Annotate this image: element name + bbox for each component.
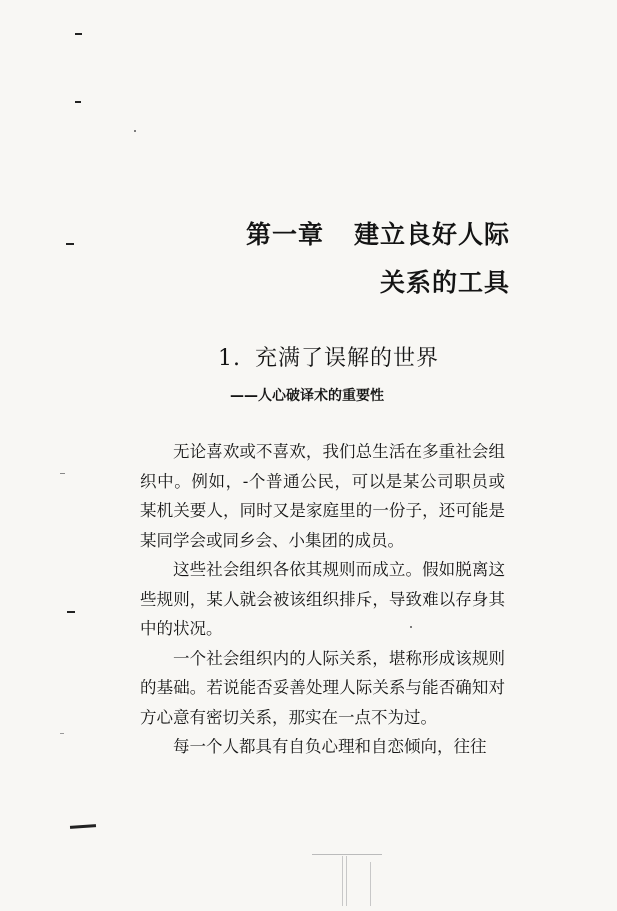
scan-speck xyxy=(134,130,136,132)
scan-mark xyxy=(70,824,96,829)
paragraph: 无论喜欢或不喜欢，我们总生活在多重社会组织中。例如，-个普通公民，可以是某公司职员或某机关要人，同时又是家庭里的一份子，还可能是某同学会或同乡会、小集团的成员。 xyxy=(140,442,505,550)
section-subtitle: ——人心破译术的重要性 xyxy=(230,388,384,404)
chapter-title-line1: 建立良好人际 xyxy=(353,220,510,249)
scan-mark xyxy=(60,473,65,474)
scan-mark xyxy=(66,243,74,245)
body-text xyxy=(140,437,505,762)
section-title: 充满了误解的世界 xyxy=(255,346,440,371)
paragraph: 这些社会组织各依其规则而成立。假如脱离这些规则，某人就会被该组织排斥，导致难以存身其中的状况。 xyxy=(140,560,505,638)
scan-mark xyxy=(75,101,81,103)
scan-mark xyxy=(60,733,64,734)
scan-mark xyxy=(75,33,82,35)
chapter-title-line2: 关系的工具 xyxy=(379,268,510,297)
paragraph: 每一个人都具有自负心理和自恋倾向，往往 xyxy=(173,737,487,756)
chapter-label: 第一章 xyxy=(245,220,324,249)
scan-artifact xyxy=(312,850,392,908)
chapter-heading xyxy=(246,222,510,247)
section-heading xyxy=(218,348,439,370)
paragraph: 一个社会组织内的人际关系，堪称形成该规则的基础。若说能否妥善处理人际关系与能否确知对方心意有密切关系，那实在一点不为过。 xyxy=(140,648,505,727)
section-number: 1. xyxy=(218,346,241,371)
scan-mark xyxy=(67,611,75,613)
